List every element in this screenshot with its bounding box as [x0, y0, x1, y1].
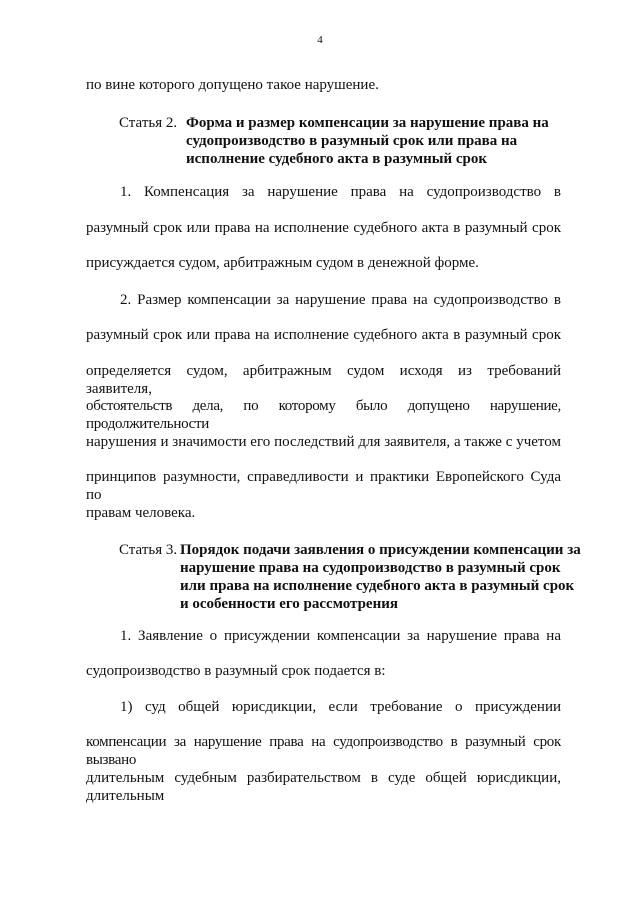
article3-p1-line: 1. Заявление о присуждении компенсации за нарушение права на	[120, 628, 561, 644]
article2-title-line: Форма и размер компенсации за нарушение права на	[186, 115, 549, 131]
article3-item1-line: 1) суд общей юрисдикции, если требование о присуждении	[120, 699, 561, 715]
article2-p2-line: обстоятельств дела, по которому было допущено нарушение, продолжительности	[86, 398, 561, 432]
article3-title-line: или права на исполнение судебного акта в разумный срок	[180, 578, 575, 594]
article2-title-line: судопроизводство в разумный срок или права на	[186, 133, 518, 149]
article3-item1-line: длительным судебным разбирательством в суде общей юрисдикции, длительным	[86, 770, 561, 804]
article2-p2-line: нарушения и значимости его последствий для заявителя, а также с учетом	[86, 434, 561, 450]
article2-p1-line: присуждается судом, арбитражным судом в денежной форме.	[86, 255, 479, 271]
article2-title-line: исполнение судебного акта в разумный срок	[186, 151, 488, 167]
article3-title-line: нарушение права на судопроизводство в разумный срок	[180, 560, 561, 576]
article2-p1-line: 1. Компенсация за нарушение права на судопроизводство в	[120, 184, 561, 200]
article3-title-line: и особенности его рассмотрения	[180, 596, 398, 612]
article2-p1-line: разумный срок или права на исполнение судебного акта в разумный срок	[86, 220, 561, 236]
article3-title-line: Порядок подачи заявления о присуждении компенсации за	[180, 542, 581, 558]
article2-label: Статья 2.	[119, 115, 178, 131]
article3-p1-line: судопроизводство в разумный срок подается в:	[86, 663, 386, 679]
article2-p2-line: определяется судом, арбитражным судом исходя из требований заявителя,	[86, 363, 561, 397]
page-number: 4	[317, 34, 323, 46]
intro-line: по вине которого допущено такое нарушение.	[86, 77, 379, 93]
article3-item1-line: компенсации за нарушение права на судопроизводство в разумный срок вызвано	[86, 734, 561, 768]
article3-label: Статья 3.	[119, 542, 178, 558]
article2-p2-line: разумный срок или права на исполнение судебного акта в разумный срок	[86, 327, 561, 343]
article2-p2-line: 2. Размер компенсации за нарушение права на судопроизводство в	[120, 292, 561, 308]
article2-p2-line: принципов разумности, справедливости и практики Европейского Суда по	[86, 469, 561, 503]
article2-p2-line: правам человека.	[86, 505, 196, 521]
